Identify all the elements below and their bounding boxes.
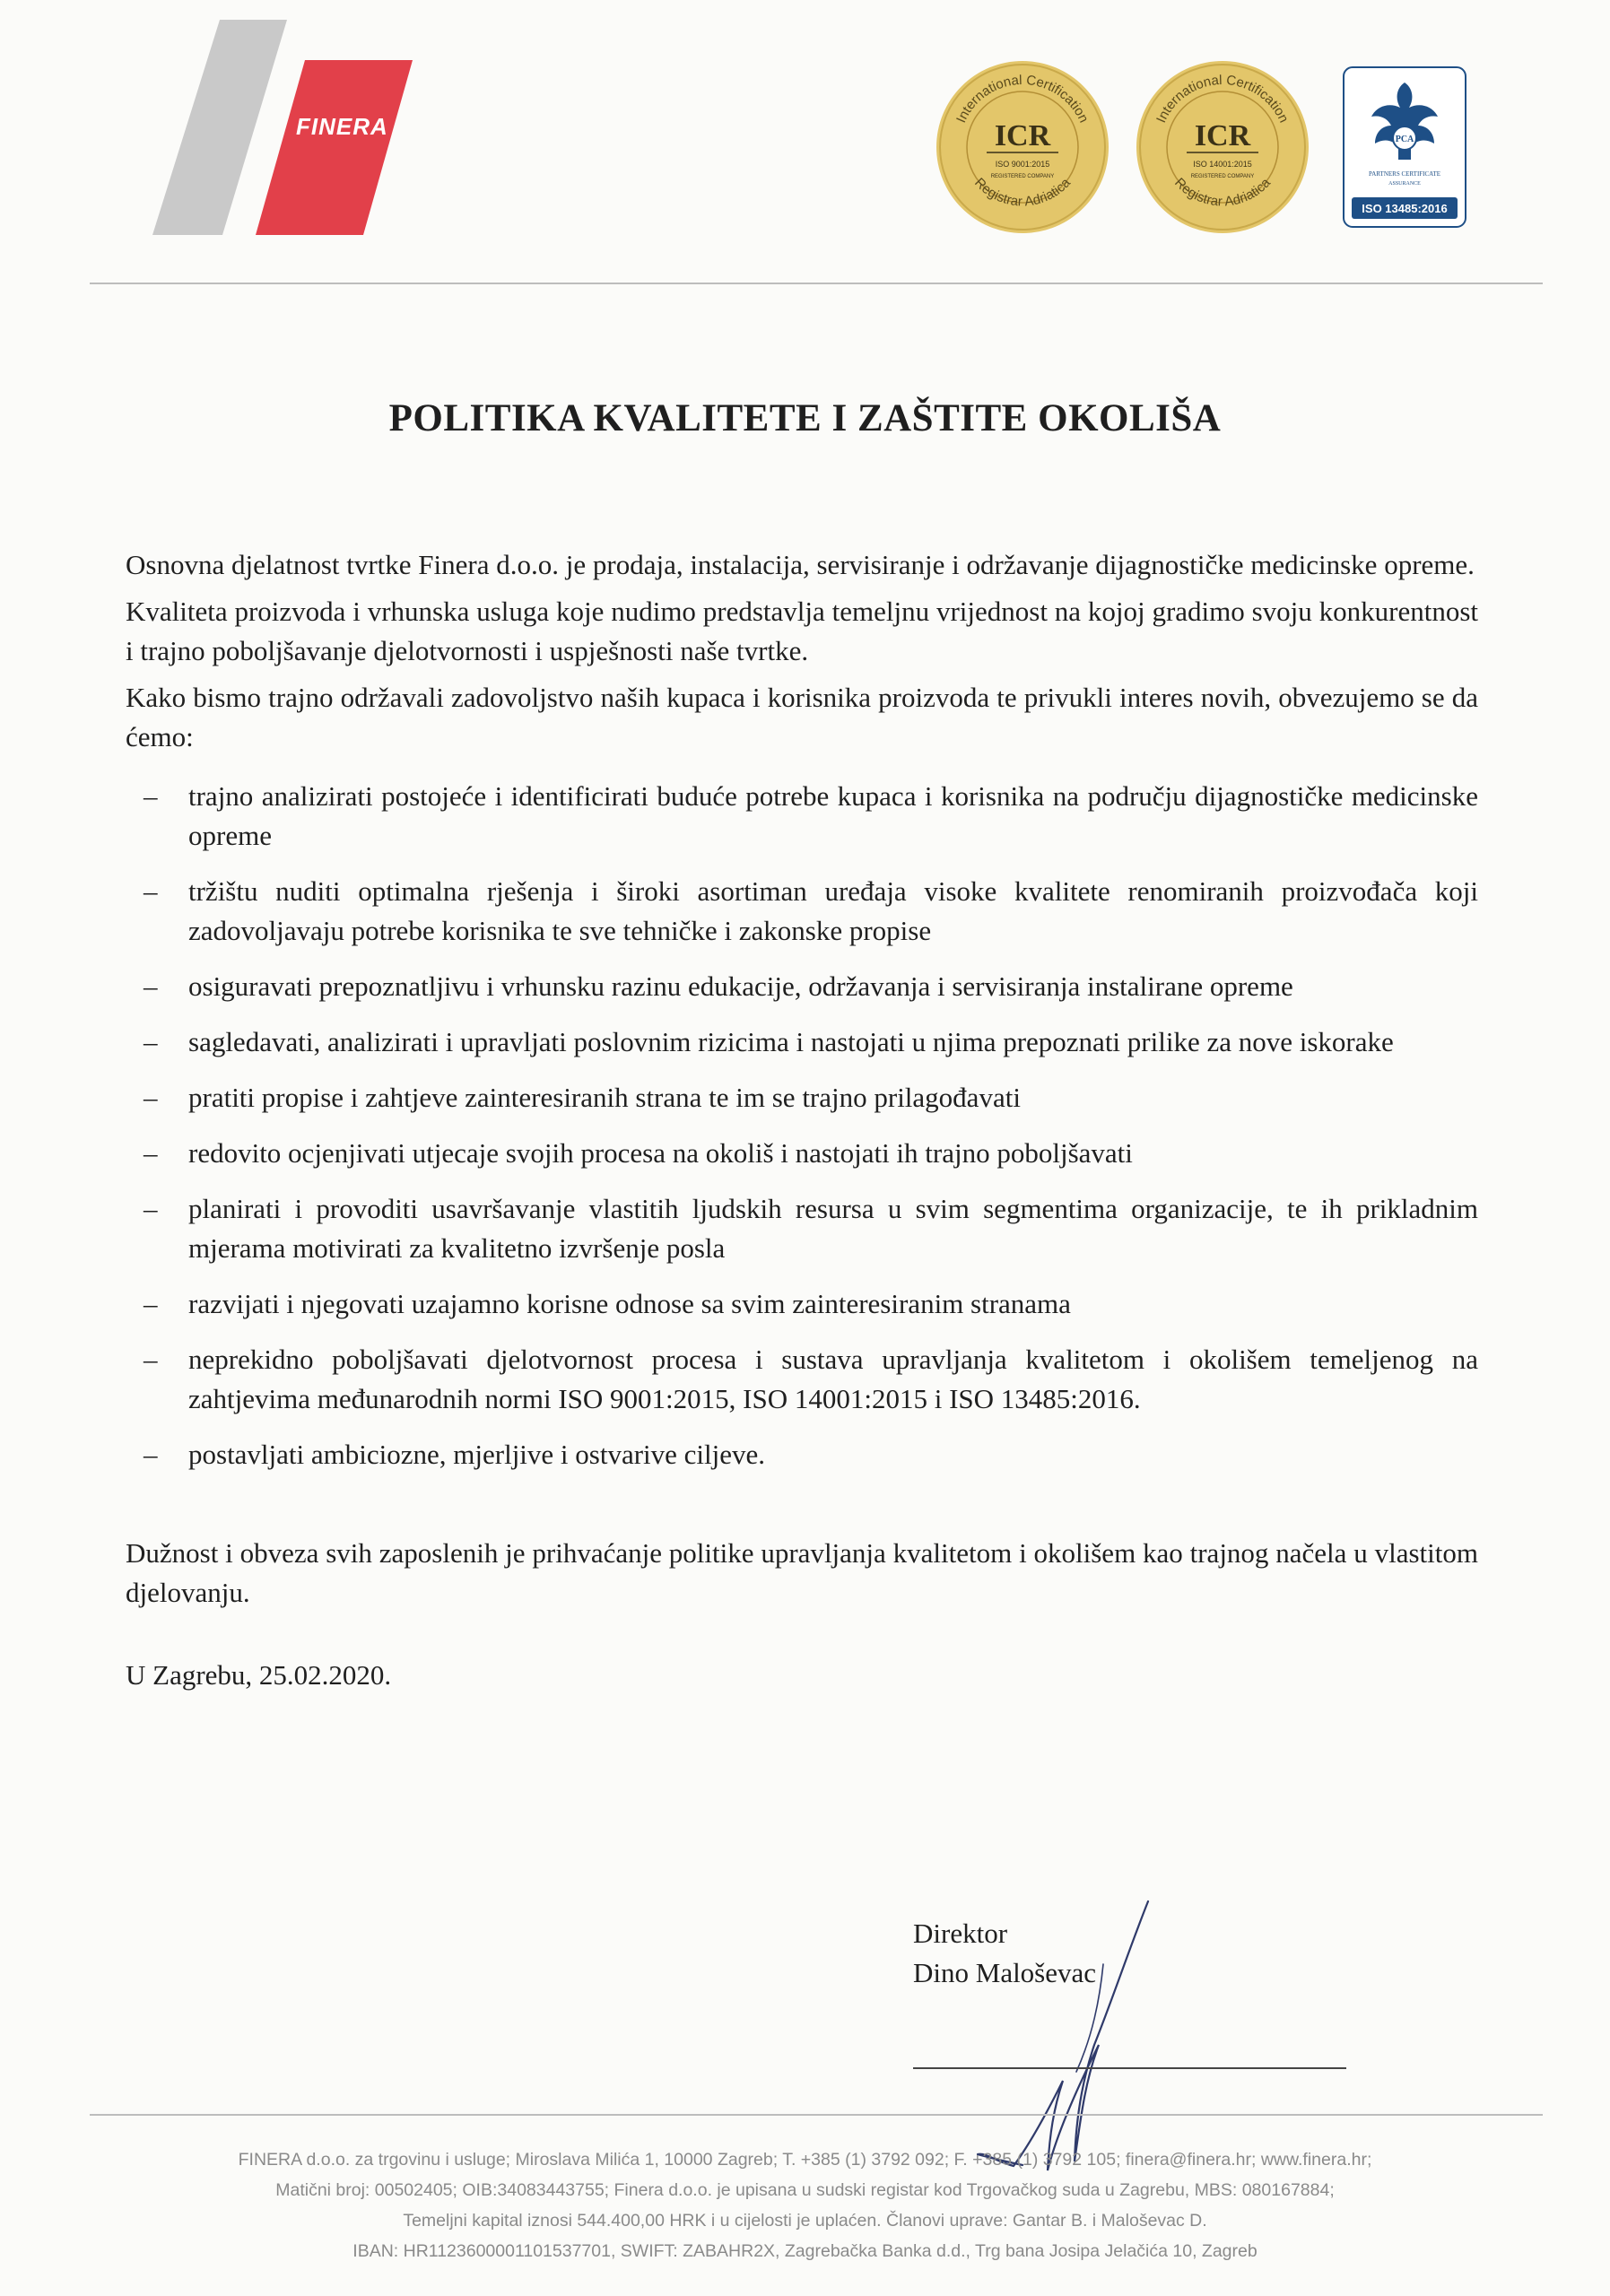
signatory-title: Direktor (913, 1918, 1008, 1949)
bullet-dash: – (144, 1344, 158, 1375)
bullet-dash: – (144, 780, 158, 812)
company-footer (0, 2144, 1610, 2266)
footer-divider (90, 2114, 1543, 2116)
pca-line1: PARTNERS CERTIFICATE (1369, 170, 1440, 178)
icr-seal-iso-9001 (933, 57, 1112, 237)
logo-text: FINERA (296, 113, 388, 140)
bullet-dash: – (144, 875, 158, 907)
list-item (126, 1284, 1478, 1324)
bullet-dash: – (144, 1137, 158, 1169)
list-item (126, 777, 1478, 856)
bullet-dash: – (144, 1082, 158, 1113)
seal-ring-top: International Certification (1153, 72, 1292, 126)
closing-paragraph: Dužnost i obveza svih zaposlenih je prihvaćanje politike upravljanja kvalitetom i okolišem kao trajnog načela u vlastitom djelovanju. (126, 1537, 1478, 1608)
signatory-name: Dino Maloševac (913, 1957, 1097, 1988)
list-item-text: trajno analizirati postojeće i identificirati buduće potrebe kupaca i korisnika na području dijagnostičke medicinske opreme (188, 780, 1478, 851)
list-item (126, 1134, 1478, 1173)
list-item-text: postavljati ambiciozne, mjerljive i ostvarive ciljeve. (188, 1439, 766, 1470)
signature-line (913, 2067, 1346, 2069)
document-date: U Zagrebu, 25.02.2020. (126, 1659, 392, 1691)
commitment-paragraph: Kako bismo trajno održavali zadovoljstvo naših kupaca i korisnika proizvoda te privukli interes novih, obvezujemo se da ćemo: (126, 682, 1478, 752)
seal-mark: ICR (1194, 119, 1251, 152)
bullet-dash: – (144, 1288, 158, 1319)
footer-line: IBAN: HR1123600001101537701, SWIFT: ZABAHR2X, Zagrebačka Banka d.d., Trg bana Josipa Jelačića 10, Zagreb (352, 2241, 1258, 2261)
list-item-text: pratiti propise i zahtjeve zainteresiranih strana te im se trajno prilagođavati (188, 1082, 1021, 1113)
header-divider (90, 283, 1543, 284)
list-item (126, 1022, 1478, 1062)
footer-line: Matični broj: 00502405; OIB:34083443755; Finera d.o.o. je upisana u sudski registar kod Trgovačkog suda u Zagrebu, MBS: 080167884; (275, 2180, 1335, 2200)
logo-red-stripe (256, 60, 413, 235)
bullet-dash: – (144, 970, 158, 1002)
list-item (126, 872, 1478, 951)
intro-paragraph: Osnovna djelatnost tvrtke Finera d.o.o. je prodaja, instalacija, servisiranje i održavanje dijagnostičke medicinske opreme. (126, 549, 1475, 580)
seal-note: REGISTERED COMPANY (1190, 174, 1255, 179)
bullet-dash: – (144, 1026, 158, 1057)
commitment-list (126, 777, 1478, 1474)
document-title: POLITIKA KVALITETE I ZAŠTITE OKOLIŠA (388, 397, 1222, 439)
icr-seal-iso-14001 (1133, 57, 1312, 237)
seal-standard: ISO 9001:2015 (995, 160, 1050, 169)
bullet-dash: – (144, 1439, 158, 1470)
list-item-text: razvijati i njegovati uzajamno korisne odnose sa svim zainteresiranim stranama (188, 1288, 1071, 1319)
pca-iso-13485-badge (1343, 66, 1466, 228)
pca-standard: ISO 13485:2016 (1362, 202, 1448, 215)
pca-line2: ASSURANCE (1388, 181, 1421, 187)
signature-scribble (942, 1892, 1157, 2179)
list-item-text: sagledavati, analizirati i upravljati poslovnim rizicima i nastojati u njima prepoznati prilike za nove iskorake (188, 1026, 1394, 1057)
list-item (126, 1189, 1478, 1268)
list-item-text: tržištu nuditi optimalna rješenja i široki asortiman uređaja visoke kvalitete renomiranih proizvođača koji zadovoljavaju potrebe korisnika te sve tehničke i zakonske propise (188, 875, 1478, 946)
footer-line: Temeljni kapital iznosi 544.400,00 HRK i u cijelosti je uplaćen. Članovi uprave: Gantar B. i Maloševac D. (403, 2211, 1207, 2231)
seal-ring-bottom: Registrar Adriatica (1171, 175, 1274, 210)
seal-mark: ICR (994, 119, 1051, 152)
bullet-dash: – (144, 1193, 158, 1224)
list-item (126, 1078, 1478, 1118)
footer-line: FINERA d.o.o. za trgovinu i usluge; Miroslava Milića 1, 10000 Zagreb; T. +385 (1) 3792 092; F. +385 (1) 3792 105; finera@finera.hr; www.finera.hr; (238, 2150, 1372, 2170)
list-item (126, 1340, 1478, 1419)
quality-paragraph: Kvaliteta proizvoda i vrhunska usluga koje nudimo predstavlja temeljnu vrijednost na kojoj gradimo svoju konkurentnost i trajno poboljšavanje djelotvornosti i uspješnosti naše tvrtke. (126, 596, 1478, 666)
seal-standard: ISO 14001:2015 (1193, 160, 1252, 169)
list-item (126, 1435, 1478, 1474)
list-item-text: neprekidno poboljšavati djelotvornost procesa i sustava upravljanja kvalitetom i okolišem temeljenog na zahtjevima međunarodnih normi ISO 9001:2015, ISO 14001:2015 i ISO 13485:2016. (188, 1344, 1478, 1414)
list-item-text: redovito ocjenjivati utjecaje svojih procesa na okoliš i nastojati ih trajno poboljšavati (188, 1137, 1133, 1169)
list-item-text: osiguravati prepoznatljivu i vrhunsku razinu edukacije, održavanja i servisiranja instalirane opreme (188, 970, 1293, 1002)
list-item-text: planirati i provoditi usavršavanje vlastitih ljudskih resursa u svim segmentima organizacije, te ih prikladnim mjerama motivirati za kvalitetno izvršenje posla (188, 1193, 1478, 1264)
pca-mark: PCA (1395, 135, 1414, 144)
document-body (126, 545, 1478, 1702)
seal-ring-top: International Certification (953, 72, 1092, 126)
seal-note: REGISTERED COMPANY (990, 174, 1055, 179)
list-item (126, 967, 1478, 1006)
seal-ring-bottom: Registrar Adriatica (971, 175, 1074, 210)
